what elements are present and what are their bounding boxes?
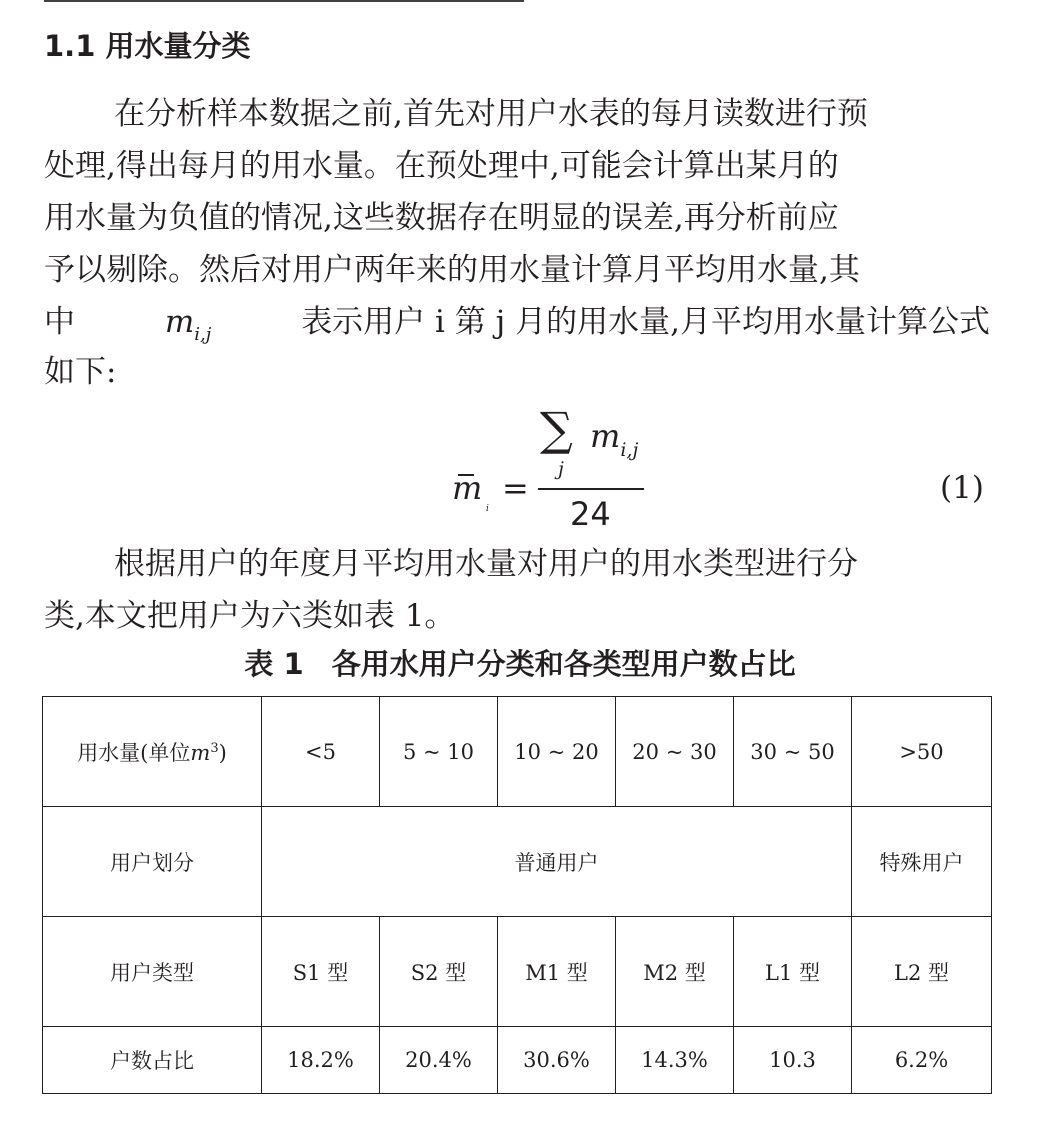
line-text: 予以剔除。然后对用户两年来的用水量计算月平均用水量,其 <box>44 252 860 288</box>
section-number: 1.1 <box>44 29 96 63</box>
header-text: 用水量(单位 <box>77 740 191 765</box>
paragraph-line <box>44 244 990 296</box>
row-header-division: 用户划分 <box>43 807 262 917</box>
lhs-variable: m <box>452 469 483 507</box>
table-cell: 18.2% <box>262 1027 380 1094</box>
table-cell: <5 <box>262 697 380 807</box>
table-title: 各用水用户分类和各类型用户数占比 <box>331 647 796 681</box>
table-cell: 10.3 <box>734 1027 852 1094</box>
paragraph-line <box>44 346 990 398</box>
table-row <box>43 697 992 807</box>
equation-1 <box>450 404 670 540</box>
denominator: 24 <box>570 495 611 533</box>
table-cell: S2 型 <box>380 917 498 1027</box>
line-text-suffix: 表示用户 i 第 j 月的用水量,月平均用水量计算公式 <box>301 304 990 340</box>
row-header-usage <box>43 697 262 807</box>
paragraph-line <box>114 88 990 140</box>
paragraph-line <box>44 192 990 244</box>
variable-symbol: m <box>164 304 195 340</box>
table-cell: M1 型 <box>498 917 616 1027</box>
line-text-prefix: 中 <box>44 304 75 340</box>
lhs-subscript: i <box>486 504 489 514</box>
table-cell: 30 ~ 50 <box>734 697 852 807</box>
summand-subscript: i,j <box>620 439 639 461</box>
unit-exponent: 3 <box>210 740 219 756</box>
table-row <box>43 1027 992 1094</box>
paragraph-line <box>44 140 990 192</box>
table-caption <box>0 642 1040 686</box>
summand <box>590 416 638 470</box>
summation-index: j <box>558 458 564 480</box>
unit-symbol <box>190 741 218 765</box>
equation-number: (1) <box>940 470 984 506</box>
table-cell: >50 <box>852 697 992 807</box>
paragraph-line <box>44 590 990 642</box>
line-text: 如下: <box>44 354 117 390</box>
user-classification-table <box>42 696 992 1094</box>
table-cell: 20.4% <box>380 1027 498 1094</box>
header-text-close: ) <box>218 740 227 765</box>
group-normal-users: 普通用户 <box>262 807 852 917</box>
table-cell: 5 ~ 10 <box>380 697 498 807</box>
table-row <box>43 807 992 917</box>
table-cell: L1 型 <box>734 917 852 1027</box>
line-text: 根据用户的年度月平均用水量对用户的用水类型进行分 <box>114 546 858 582</box>
variable-subscript: i,j <box>194 324 212 345</box>
line-text: 用水量为负值的情况,这些数据存在明显的误差,再分析前应 <box>44 200 839 236</box>
table-cell: 30.6% <box>498 1027 616 1094</box>
line-text: 在分析样本数据之前,首先对用户水表的每月读数进行预 <box>114 96 868 132</box>
section-heading <box>44 26 251 66</box>
fraction-bar <box>538 488 644 490</box>
row-header-share: 户数占比 <box>43 1027 262 1094</box>
table-cell: 14.3% <box>616 1027 734 1094</box>
section-title: 用水量分类 <box>105 29 251 63</box>
equals-sign: = <box>502 469 529 507</box>
unit-letter: m <box>190 740 211 765</box>
table-cell: 6.2% <box>852 1027 992 1094</box>
group-special-users: 特殊用户 <box>852 807 992 917</box>
summation-symbol: ∑ <box>540 402 573 456</box>
summand-symbol: m <box>590 417 621 455</box>
line-text: 类,本文把用户为六类如表 1。 <box>44 598 456 634</box>
table-cell: 20 ~ 30 <box>616 697 734 807</box>
table-cell: L2 型 <box>852 917 992 1027</box>
table-cell: S1 型 <box>262 917 380 1027</box>
table-cell: 10 ~ 20 <box>498 697 616 807</box>
row-header-type: 用户类型 <box>43 917 262 1027</box>
cropped-previous-line <box>44 0 524 2</box>
table-number: 表 1 <box>244 647 304 681</box>
table-row <box>43 917 992 1027</box>
line-text: 处理,得出每月的用水量。在预处理中,可能会计算出某月的 <box>44 148 839 184</box>
paragraph-line <box>114 538 990 590</box>
table-cell: M2 型 <box>616 917 734 1027</box>
